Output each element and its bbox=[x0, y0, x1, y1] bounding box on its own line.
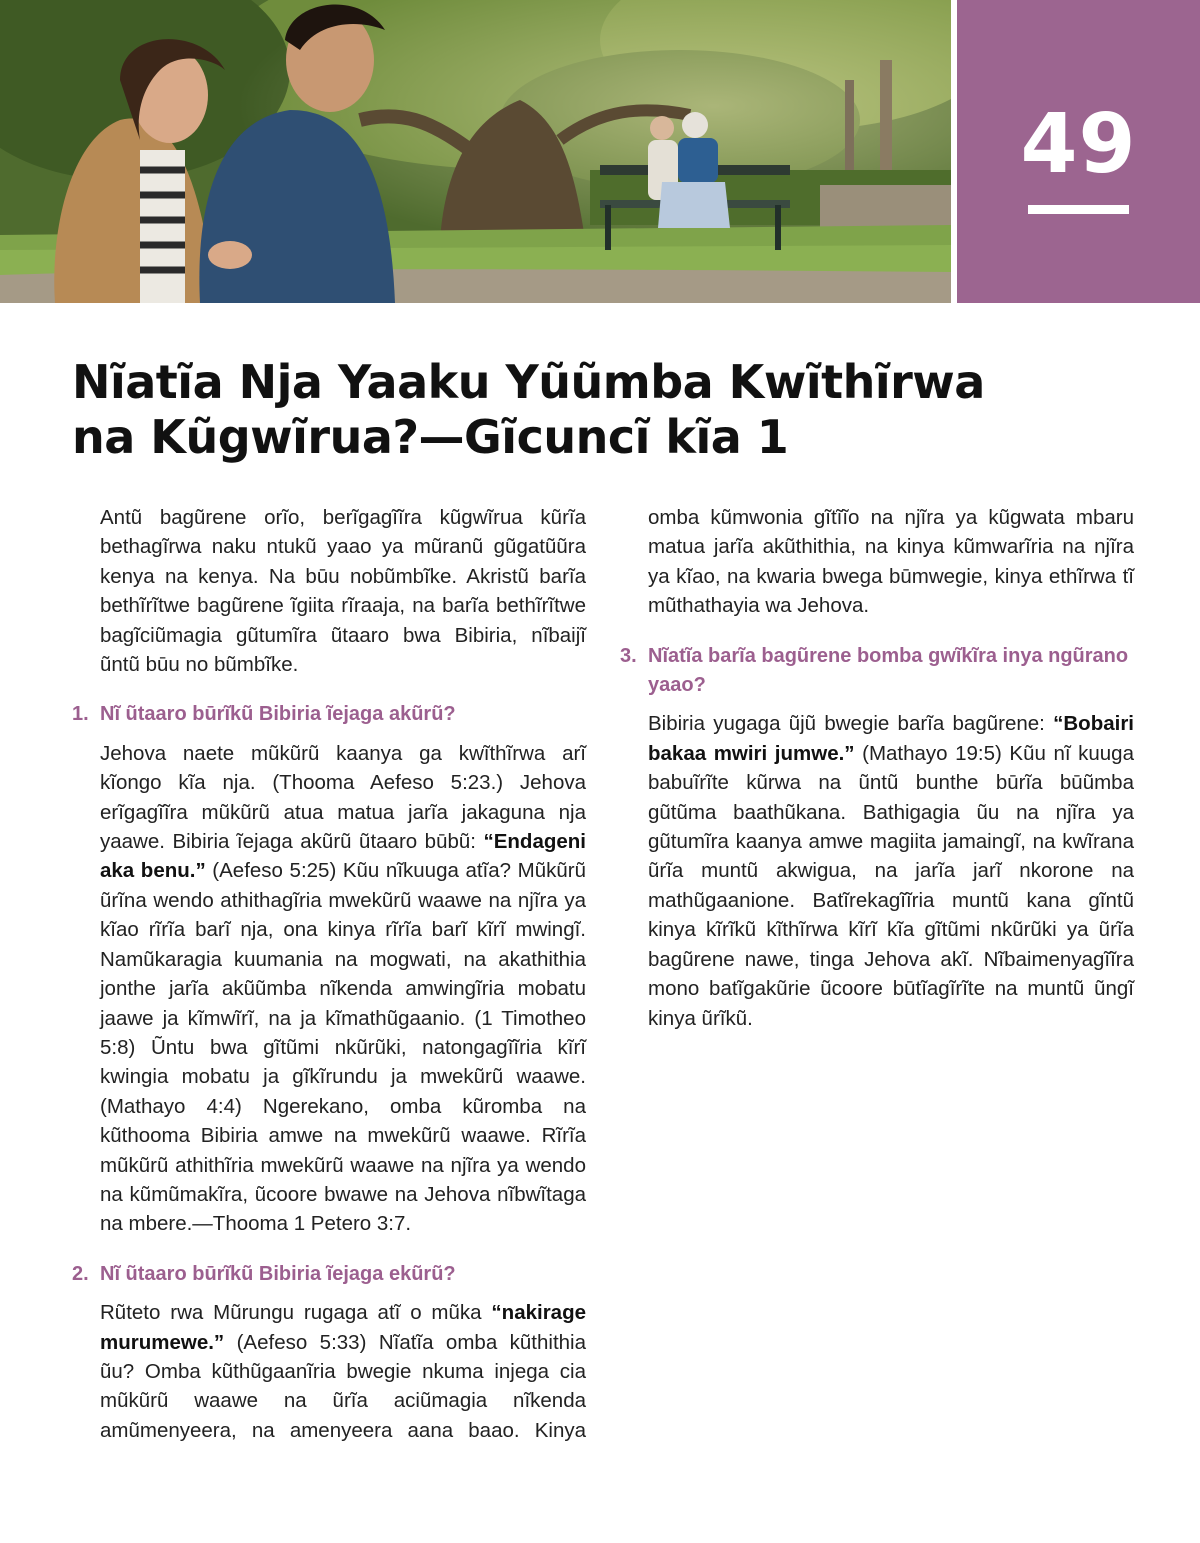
answer-2-emphasis: “nakirage murumewe.” bbox=[100, 1301, 586, 1354]
question-3-text: Nĩatĩa barĩa bagũrene bomba gwĩkĩra inya ngũrano yaao? bbox=[648, 644, 1129, 697]
question-2-number: 2. bbox=[72, 1262, 89, 1285]
answer-3-emphasis: “Bobairi bakaa mwiri jumwe.” bbox=[648, 712, 1134, 765]
answer-1-paragraph: Jehova naete mũkũrũ kaanya ga kwĩthĩrwa arĩ kĩongo kĩa nja. (Thooma Aefeso 5:23.) Jehova erĩgagĩĩra mũkũrũ atua matua jarĩa jakaguna nja yaawe. Bibiria ĩejaga akũrũ ũtaaro būbũ: “Endageni aka benu.” (Aefeso 5:25) Kũu nĩkuuga atĩa? Mũkũrũ ũrĩna wendo athithagĩria mwekũrũ waawe na njĩra ya kĩao rĩrĩa barĩ nja, ona kinya rĩrĩa barĩ kĩrĩ mwingĩ. Namũkaragia kuumania na mogwati, na akathithia jonthe jarĩa akũũmba nĩkenda amwingĩria mobatu jaawe ja kĩmwĩrĩ, na ja kĩmathũgaanio. (1 Timotheo 5:8) Ũntu bwa gĩtũmi nkũrũki, natongagĩĩria kĩrĩ kwingia mobatu ja gĩkĩrundu ja mwekũrũ waawe. (Mathayo 4:4) Ngerekano, omba kũromba na kũthooma Bibiria amwe na mwekũrũ waawe. Rĩrĩa mũkũrũ athithĩria mwekũrũ waawe na njĩra ya wendo na kũmũmakĩra, ũcoore bwawe na Jehova nĩbwĩtaga na mbere.—Thooma 1 Petero 3:7. bbox=[100, 741, 587, 1236]
answer-3-paragraph: Bibiria yugaga ũjũ bwegie barĩa bagũrene: “Bobairi bakaa mwiri jumwe.” (Mathayo 19:5) Kũu nĩ kuuga babuĩrĩte kũrwa na ũntũ bunthe būrĩa būũmba gũtũma baathũkana. Bathigagia ũu na njĩra ya gũtumĩra kaanya amwe magiita jamaingĩ, na kwĩrana ũrĩa muntũ akwigua, na jarĩa jarĩ nkorone na mathũgaanione. Batĩrekagĩĩria muntũ kana gĩntũ kinya kĩrĩkũ kĩthĩrwa kĩrĩ kĩa gĩtũmi nkũrũki ya ũrĩa bagũrene nawe, tinga Jehova akĩ. Nĩbaimenyagĩĩra mono batĩgakũrie ũcoore būtĩagĩrĩte na muntũ ũngĩ kinya ũrĩkũ. bbox=[648, 712, 1134, 1030]
answer-1-emphasis: “Endageni aka benu.” bbox=[100, 830, 586, 883]
question-3 bbox=[620, 642, 1134, 701]
page-title-line-1: Nĩatĩa Nja Yaaku Yũũmba Kwĩthĩrwa bbox=[72, 355, 985, 409]
lesson-number-block bbox=[957, 0, 1200, 303]
question-3-number: 3. bbox=[620, 644, 637, 667]
question-2 bbox=[72, 1260, 586, 1289]
intro-paragraph: Antũ bagũrene orĩo, berĩgagĩĩra kũgwĩrua kũrĩa bethagĩrwa naku ntukũ yaao ya mũranũ gũgatũũra kenya na kenya. Na būu nobũmbĩke. Akristũ barĩa bethĩrĩtwe bagũrene ĩgiita rĩraaja, na barĩa bethĩrĩtwe bagĩciũmagia gũtumĩra ũtaaro bwa Bibiria, nĩbaijĩ ũntũ būu no bũmbĩke. bbox=[100, 506, 586, 677]
lesson-number-underline bbox=[1028, 205, 1129, 214]
left-column bbox=[72, 503, 586, 1445]
question-2-text: Nĩ ũtaaro būrĩkũ Bibiria ĩejaga ekũrũ? bbox=[100, 1262, 456, 1285]
question-1-text: Nĩ ũtaaro būrĩkũ Bibiria ĩejaga akũrũ? bbox=[100, 703, 456, 726]
answer-2-paragraph: Rũteto rwa Mũrungu rugaga atĩ o mũka “nakirage murumewe.” (Aefeso 5:33) Nĩatĩa omba kũthithia ũu? Omba kũthũgaanĩria bwegie nkuma injega cia mũkũrũ waawe na ũrĩa aciũmagia nĩkenda amũmenyeera, na amenyeera aana baao. Kinya bbox=[100, 1301, 586, 1442]
page-title-line-2: na Kũgwĩrua?—Gĩcuncĩ kĩa 1 bbox=[72, 410, 789, 464]
lesson-number: 49 bbox=[1020, 97, 1137, 192]
header-photo bbox=[0, 0, 951, 303]
right-column bbox=[620, 503, 1134, 1033]
answer-2-continued: omba kũmwonia gĩtĩĩo na njĩra ya kũgwata mbaru matua jarĩa akũthithia, na kinya kũmwarĩria na njĩra ya kĩao, na kwaria bwega būmwegie, kinya ethĩrwa tĩ mũthathayia wa Jehova. bbox=[648, 506, 1134, 618]
question-1-number: 1. bbox=[72, 703, 89, 726]
question-1 bbox=[72, 700, 586, 729]
page-title bbox=[72, 355, 985, 465]
